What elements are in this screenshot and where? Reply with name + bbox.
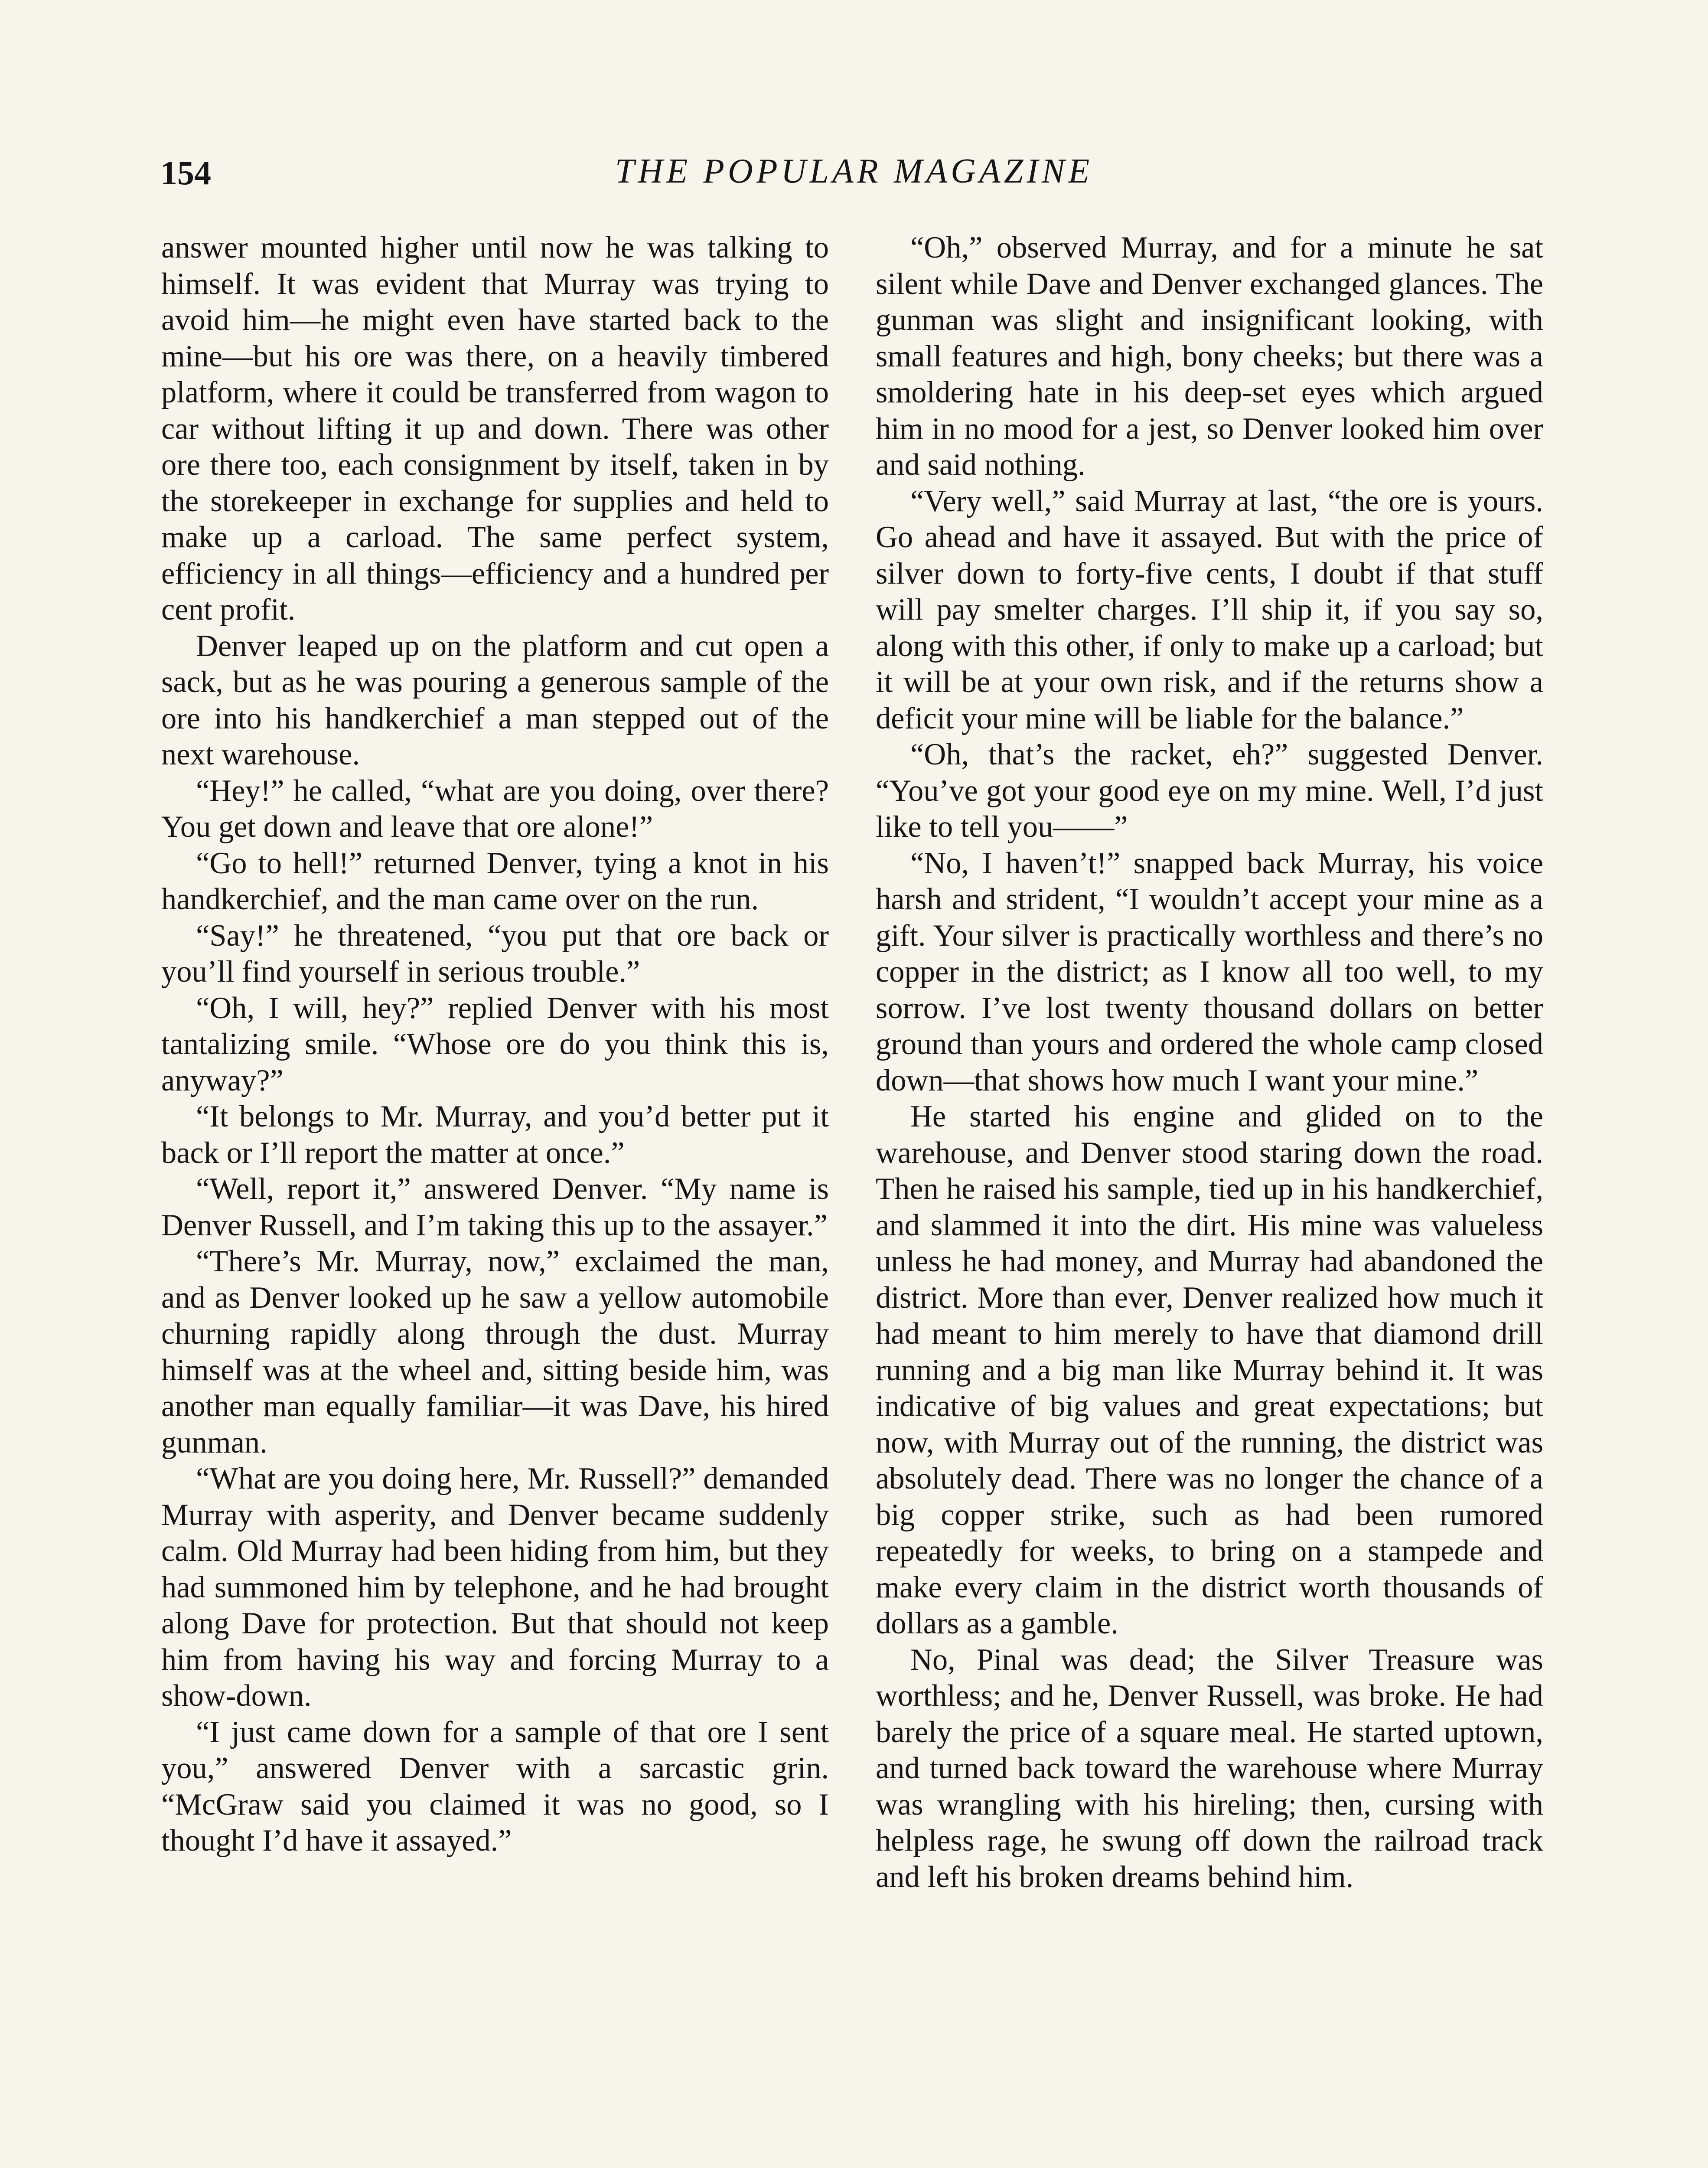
right-column [876, 230, 1543, 1895]
paragraph: answer mounted higher until now he was talking to himself. It was evident that Murray was trying to avoid him—he might even have started back to the mine—but his ore was there, on a heavily timbered platform, where it could be transferred from wagon to car without lifting it up and down. There was other ore there too, each consignment by itself, taken in by the storekeeper in exchange for supplies and held to make up a carload. The same perfect system, efficiency in all things—efficiency and a hundred per cent profit. [161, 231, 829, 627]
paragraph: “Oh,” observed Murray, and for a minute he sat silent while Dave and Denver exchanged glances. The gunman was slight and insignificant looking, with small features and high, bony cheeks; but there was a smoldering hate in his deep-set eyes which argued him in no mood for a jest, so Denver looked him over and said nothing. [876, 231, 1543, 482]
paragraph: “Go to hell!” returned Denver, tying a knot in his handkerchief, and the man came over on the run. [161, 846, 829, 916]
paragraph: “What are you doing here, Mr. Russell?” demanded Murray with asperity, and Denver became suddenly calm. Old Murray had been hiding from him, but they had summoned him by telephone, and he had brought along Dave for protection. But that should not keep him from having his way and forcing Murray to a show-down. [161, 1462, 829, 1713]
paragraph: He started his engine and glided on to the warehouse, and Denver stood staring down the road. Then he raised his sample, tied up in his handkerchief, and slammed it into the dirt. His mine was valueless unless he had money, and Murray had abandoned the district. More than ever, Denver realized how much it had meant to him merely to have that diamond drill running and a big man like Murray behind it. It was indicative of big values and great expectations; but now, with Murray out of the running, the district was absolutely dead. There was no longer the chance of a big copper strike, such as had been rumored repeatedly for weeks, to bring on a stampede and make every claim in the district worth thousands of dollars as a gamble. [876, 1100, 1543, 1640]
left-column [161, 230, 829, 1859]
paragraph: “Oh, that’s the racket, eh?” suggested Denver. “You’ve got your good eye on my mine. Well, I’d just like to tell you——” [876, 738, 1543, 844]
paragraph: Denver leaped up on the platform and cut open a sack, but as he was pouring a generous sample of the ore into his handkerchief a man stepped out of the next warehouse. [161, 629, 829, 771]
paragraph: “Say!” he threatened, “you put that ore back or you’ll find yourself in serious trouble.” [161, 918, 829, 989]
paragraph: “Well, report it,” answered Denver. “My name is Denver Russell, and I’m taking this up to the assayer.” [161, 1172, 829, 1242]
paragraph: “I just came down for a sample of that ore I sent you,” answered Denver with a sarcastic grin. “McGraw said you claimed it was no good, so I thought I’d have it assayed.” [161, 1715, 829, 1858]
paragraph: “Hey!” he called, “what are you doing, over there? You get down and leave that ore alone!” [161, 774, 829, 844]
page-number: 154 [160, 154, 211, 192]
paragraph: “Oh, I will, hey?” replied Denver with his most tantalizing smile. “Whose ore do you think this is, anyway?” [161, 991, 829, 1097]
paragraph: “Very well,” said Murray at last, “the ore is yours. Go ahead and have it assayed. But with the price of silver down to forty-five cents, I doubt if that stuff will pay smelter charges. I’ll ship it, if you say so, along with this other, if only to make up a carload; but it will be at your own risk, and if the returns show a deficit your mine will be liable for the balance.” [876, 484, 1543, 735]
paragraph: “No, I haven’t!” snapped back Murray, his voice harsh and strident, “I wouldn’t accept your mine as a gift. Your silver is practically worthless and there’s no copper in the district; as I know all too well, to my sorrow. I’ve lost twenty thousand dollars on better ground than yours and ordered the whole camp closed down—that shows how much I want your mine.” [876, 846, 1543, 1097]
paragraph: No, Pinal was dead; the Silver Treasure was worthless; and he, Denver Russell, was broke. He had barely the price of a square meal. He started uptown, and turned back toward the warehouse where Murray was wrangling with his hireling; then, cursing with helpless rage, he swung off down the railroad track and left his broken dreams behind him. [876, 1642, 1543, 1894]
paragraph: “There’s Mr. Murray, now,” exclaimed the man, and as Denver looked up he saw a yellow automobile churning rapidly along through the dust. Murray himself was at the wheel and, sitting beside him, was another man equally familiar—it was Dave, his hired gunman. [161, 1244, 829, 1459]
paragraph: “It belongs to Mr. Murray, and you’d better put it back or I’ll report the matter at once.” [161, 1100, 829, 1170]
running-head-title: THE POPULAR MAGAZINE [615, 152, 1093, 190]
